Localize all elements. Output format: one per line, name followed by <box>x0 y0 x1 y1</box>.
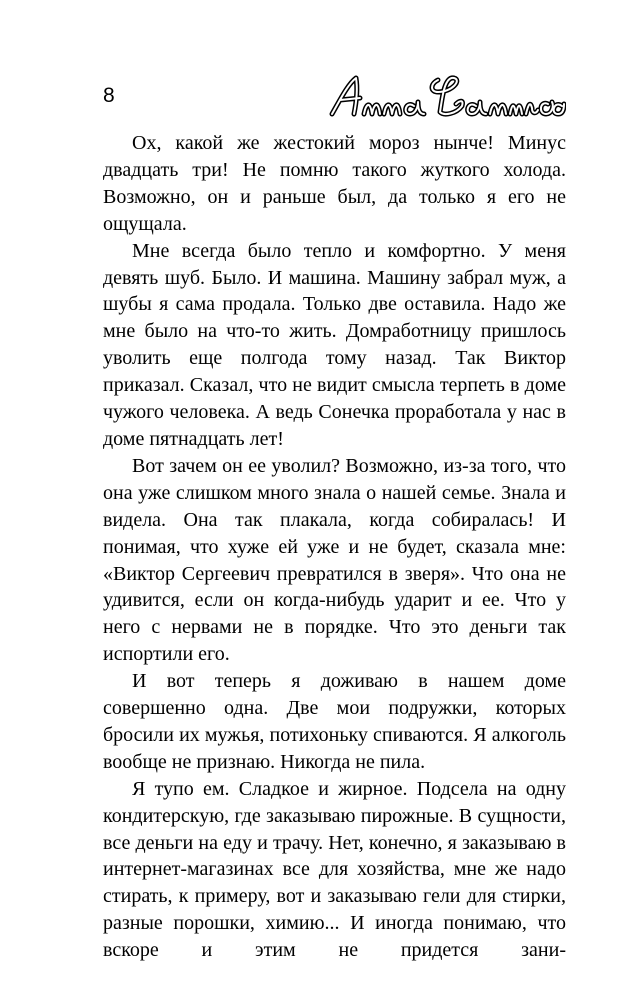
running-head-script <box>326 70 566 124</box>
body-text <box>103 130 566 964</box>
running-head <box>326 70 566 124</box>
paragraph: Ох, какой же жестокий мороз нынче! Минус двадцать три! Не помню такого жуткого холода. Возможно, он и раньше был, да только я его не ощущала. <box>103 132 566 235</box>
paragraph: И вот теперь я доживаю в нашем доме совершенно одна. Две мои подружки, которых бросили их мужья, потихоньку спиваются. Я алкоголь вообще не признаю. Никогда не пила. <box>103 670 566 773</box>
page-number: 8 <box>103 84 115 107</box>
paragraph: Я тупо ем. Сладкое и жирное. Подсела на одну кондитерскую, где заказываю пирожные. В сущности, все деньги на еду и трачу. Нет, конечно, я заказываю в интернет-магазинах все для хозяйства, мне же надо стирать, к примеру, вот и заказываю гели для стирки, разные порошки, химию... И иногда понимаю, что вскоре и этим не придется зани- <box>103 777 566 962</box>
paragraph: Вот зачем он ее уволил? Возможно, из-за того, что она уже слишком много знала о нашей семье. Знала и видела. Она так плакала, когда собиралась! И понимая, что хуже ей уже и не будет, сказала мне: «Виктор Сергеевич превратился в зверя». Что она не удивится, если он когда-нибудь ударит и ее. Что у него с нервами не в порядке. Что это деньги так испортили его. <box>103 454 566 666</box>
paragraph: Мне всегда было тепло и комфортно. У меня девять шуб. Было. И машина. Машину забрал муж, а шубы я сама продала. Только две оставила. Надо же мне было на что-то жить. Домработницу пришлось уволить еще полгода тому назад. Так Виктор приказал. Сказал, что не видит смысла терпеть в доме чужого человека. А ведь Сонечка проработала у нас в доме пятнадцать лет! <box>103 239 566 450</box>
